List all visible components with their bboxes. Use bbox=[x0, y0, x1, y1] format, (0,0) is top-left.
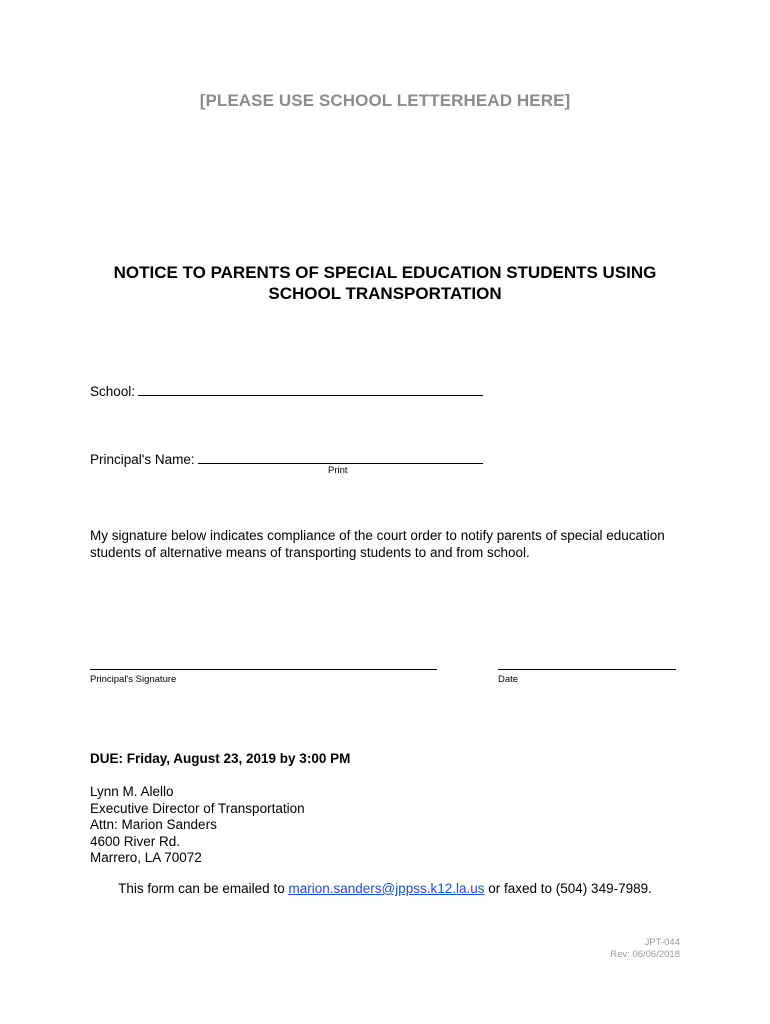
title-line-1: NOTICE TO PARENTS OF SPECIAL EDUCATION STUDENTS USING bbox=[113, 263, 657, 282]
contact-note bbox=[0, 881, 770, 896]
principal-signature-label: Principal's Signature bbox=[90, 674, 177, 685]
school-field[interactable] bbox=[90, 384, 483, 399]
address-title: Executive Director of Transportation bbox=[90, 800, 305, 816]
title-line-2: SCHOOL TRANSPORTATION bbox=[268, 284, 502, 303]
contact-prefix: This form can be emailed to bbox=[118, 881, 289, 896]
mailing-address bbox=[90, 784, 305, 867]
contact-suffix: or faxed to (504) 349-7989. bbox=[484, 881, 652, 896]
principal-name-field[interactable] bbox=[90, 452, 483, 467]
print-note: Print bbox=[328, 465, 348, 476]
school-input-line[interactable] bbox=[138, 384, 483, 396]
school-label: School: bbox=[90, 384, 136, 399]
address-name: Lynn M. Alello bbox=[90, 784, 174, 799]
letterhead-placeholder: [PLEASE USE SCHOOL LETTERHEAD HERE] bbox=[199, 91, 571, 110]
due-date: DUE: Friday, August 23, 2019 by 3:00 PM bbox=[90, 751, 351, 766]
document-title bbox=[60, 262, 710, 304]
address-attn: Attn: Marion Sanders bbox=[90, 817, 217, 833]
principal-signature-line[interactable] bbox=[90, 669, 437, 670]
principal-name-input-line[interactable] bbox=[198, 452, 483, 464]
email-link[interactable]: marion.sanders@jppss.k12.la.us bbox=[288, 881, 485, 896]
document-code bbox=[610, 937, 680, 961]
form-code: JPT-044 bbox=[644, 937, 680, 948]
revision-date: Rev: 06/06/2018 bbox=[610, 949, 680, 960]
date-line[interactable] bbox=[498, 669, 676, 670]
compliance-statement: My signature below indicates compliance of the court order to notify parents of special education students of alternative means of transporting students to and from school. bbox=[90, 528, 665, 560]
date-label: Date bbox=[498, 674, 519, 685]
principal-name-label: Principal's Name: bbox=[90, 452, 195, 467]
address-street: 4600 River Rd. bbox=[90, 833, 181, 849]
address-city: Marrero, LA 70072 bbox=[90, 850, 202, 866]
